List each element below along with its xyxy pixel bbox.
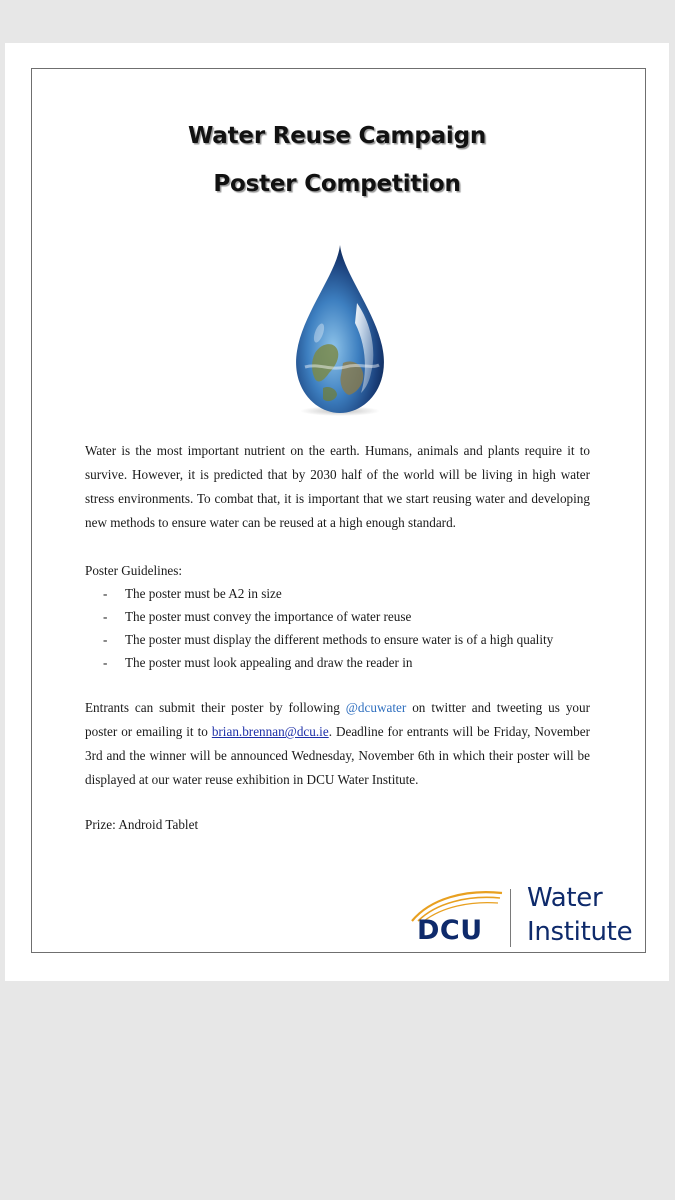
email-link[interactable]: brian.brennan@dcu.ie: [211, 724, 329, 739]
entry-text-2: on twitter and tweeting us your poster or emailing it to: [85, 700, 590, 739]
entry-text-1: Entrants can submit their poster by following: [85, 700, 346, 715]
dcu-water-institute-logo: [405, 881, 650, 951]
guidelines-list: [85, 582, 590, 674]
guideline-item: [85, 628, 590, 651]
entry-paragraph: [85, 696, 590, 792]
guideline-item: [85, 582, 590, 605]
guideline-text: The poster must display the different methods to ensure water is of a high quality: [125, 632, 554, 647]
guideline-text: The poster must look appealing and draw the reader in: [125, 655, 413, 670]
guideline-text: The poster must be A2 in size: [125, 586, 282, 601]
logo-word-water: Water: [527, 883, 603, 913]
logo-divider: [510, 889, 511, 947]
water-drop-earth-image: [285, 243, 395, 418]
twitter-handle-link[interactable]: @dcuwater: [345, 700, 407, 715]
bullet-dash: -: [103, 655, 108, 670]
logo-acronym: DCU: [417, 915, 483, 946]
guideline-item: [85, 651, 590, 674]
document-page: [5, 43, 669, 981]
guidelines-heading: Poster Guidelines:: [85, 563, 183, 578]
guideline-item: [85, 605, 590, 628]
bullet-dash: -: [103, 586, 108, 601]
guideline-text: The poster must convey the importance of water reuse: [125, 609, 412, 624]
bullet-dash: -: [103, 609, 108, 624]
title-line-2: Poster Competition: [213, 171, 461, 197]
prize-text: Prize: Android Tablet: [85, 817, 199, 832]
intro-paragraph: Water is the most important nutrient on the earth. Humans, animals and plants require it to survive. However, it is predicted that by 2030 half of the world will be living in high water stress environments. To combat that, it is important that we start reusing water and developing new methods to ensure water can be reused at a high enough standard.: [85, 443, 590, 530]
logo-word-institute: Institute: [527, 917, 633, 947]
entry-text-3: . Deadline for entrants will be Friday, November 3rd and the winner will be announced Wednesday, November 6th in which their poster will be displayed at our water reuse exhibition in DCU Water Institute.: [85, 724, 590, 787]
bullet-dash: -: [103, 632, 108, 647]
title-line-1: Water Reuse Campaign: [187, 123, 487, 149]
